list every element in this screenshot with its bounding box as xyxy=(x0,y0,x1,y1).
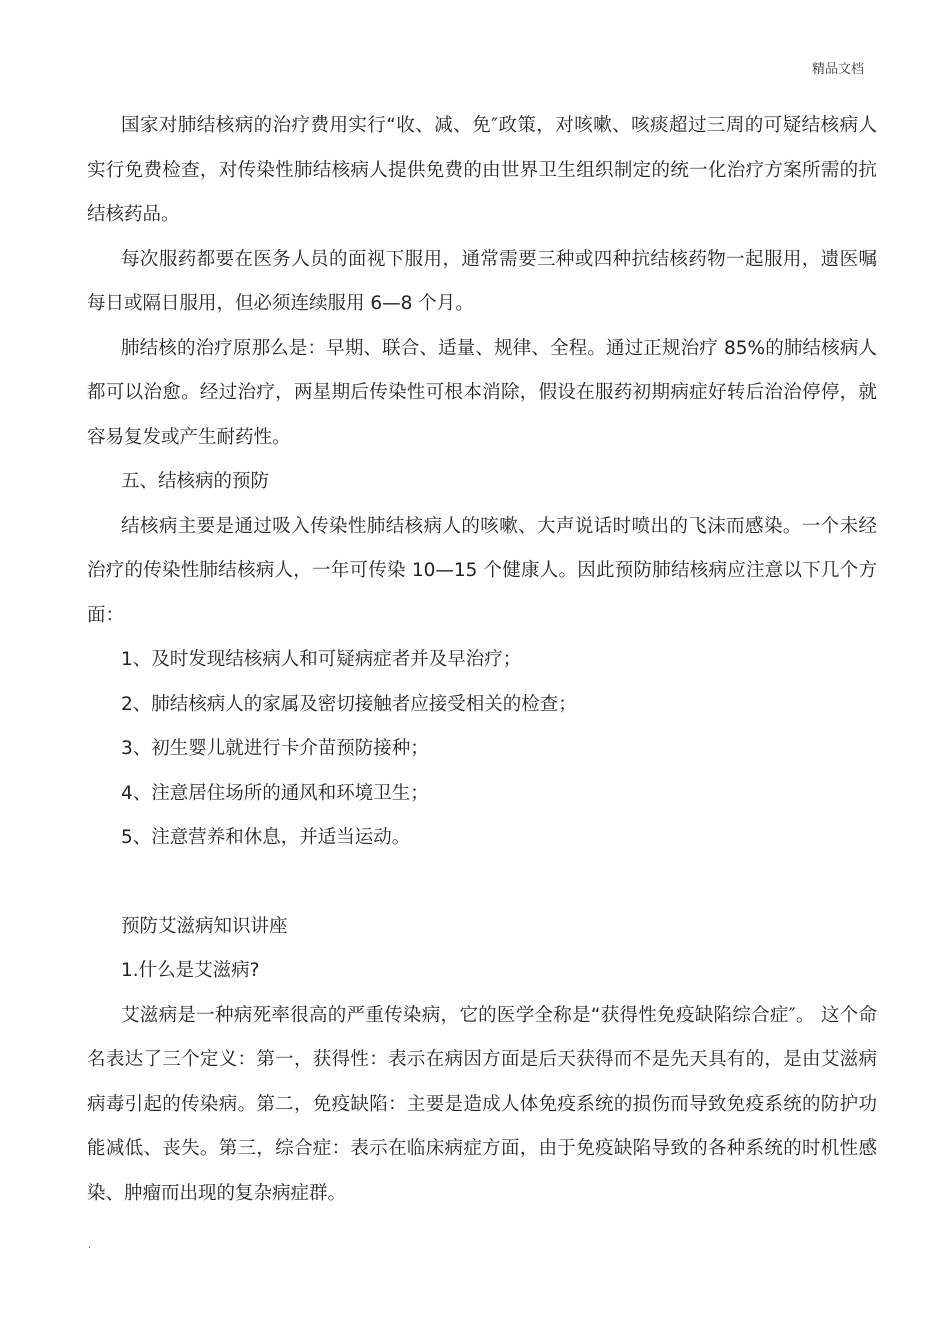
paragraph-transmission: 结核病主要是通过吸入传染性肺结核病人的咳嗽、大声说话时喷出的飞沫而感染。一个未经治疗的传染性肺结核病人，一年可传染 10—15 个健康人。因此预防肺结核病应注意以下几个方面： xyxy=(87,515,877,626)
footer-mark: . xyxy=(88,1240,92,1251)
paragraph-aids-definition: 艾滋病是一种病死率很高的严重传染病，它的医学全称是“获得性免疫缺陷综合症″。 这个命名表达了三个定义：第一，获得性：表示在病因方面是后天获得而不是先天具有的，是由艾滋病病毒引起的传染病。第二，免疫缺陷：主要是造成人体免疫系统的损伤而导致免疫系统的防护功能减低、丧失。第三，综合症：表示在临床病症方面，由于免疫缺陷导致的各种系统的时机性感染、肿瘤而出现的复杂病症群。 xyxy=(87,1004,877,1204)
list-item: 4、注意居住场所的通风和环境卫生； xyxy=(121,782,429,804)
page-header-label: 精品文档 xyxy=(811,62,864,77)
section-spacer xyxy=(87,861,877,905)
list-item: 5、注意营养和休息，并适当运动。 xyxy=(121,827,411,848)
document-body xyxy=(87,104,877,1216)
section-title-aids: 预防艾滋病知识讲座 xyxy=(121,915,288,937)
paragraph-treatment-principle: 肺结核的治疗原那么是：早期、联合、适量、规律、全程。通过正规治疗 85%的肺结核病人都可以治愈。经过治疗，两星期后传染性可根本消除，假设在服药初期病症好转后治治停停，就容易复发或产生耐药性。 xyxy=(87,337,877,448)
list-item: 3、初生婴儿就进行卡介苗预防接种； xyxy=(121,738,429,759)
list-item: 2、肺结核病人的家属及密切接触者应接受相关的检查； xyxy=(121,693,577,715)
list-item: 1、及时发现结核病人和可疑病症者并及早治疗； xyxy=(121,649,522,670)
question-heading: 1.什么是艾滋病? xyxy=(121,960,260,981)
paragraph-treatment-policy: 国家对肺结核病的治疗费用实行“收、减、免″政策，对咳嗽、咳痰超过三周的可疑结核病人实行免费检查，对传染性肺结核病人提供免费的由世界卫生组织制定的统一化治疗方案所需的抗结核药品。 xyxy=(87,115,877,225)
paragraph-medication: 每次服药都要在医务人员的面视下服用，通常需要三种或四种抗结核药物一起服用，遗医嘱每日或隔日服用，但必须连续服用 6—8 个月。 xyxy=(87,248,877,314)
section-heading-prevention: 五、结核病的预防 xyxy=(121,471,270,492)
